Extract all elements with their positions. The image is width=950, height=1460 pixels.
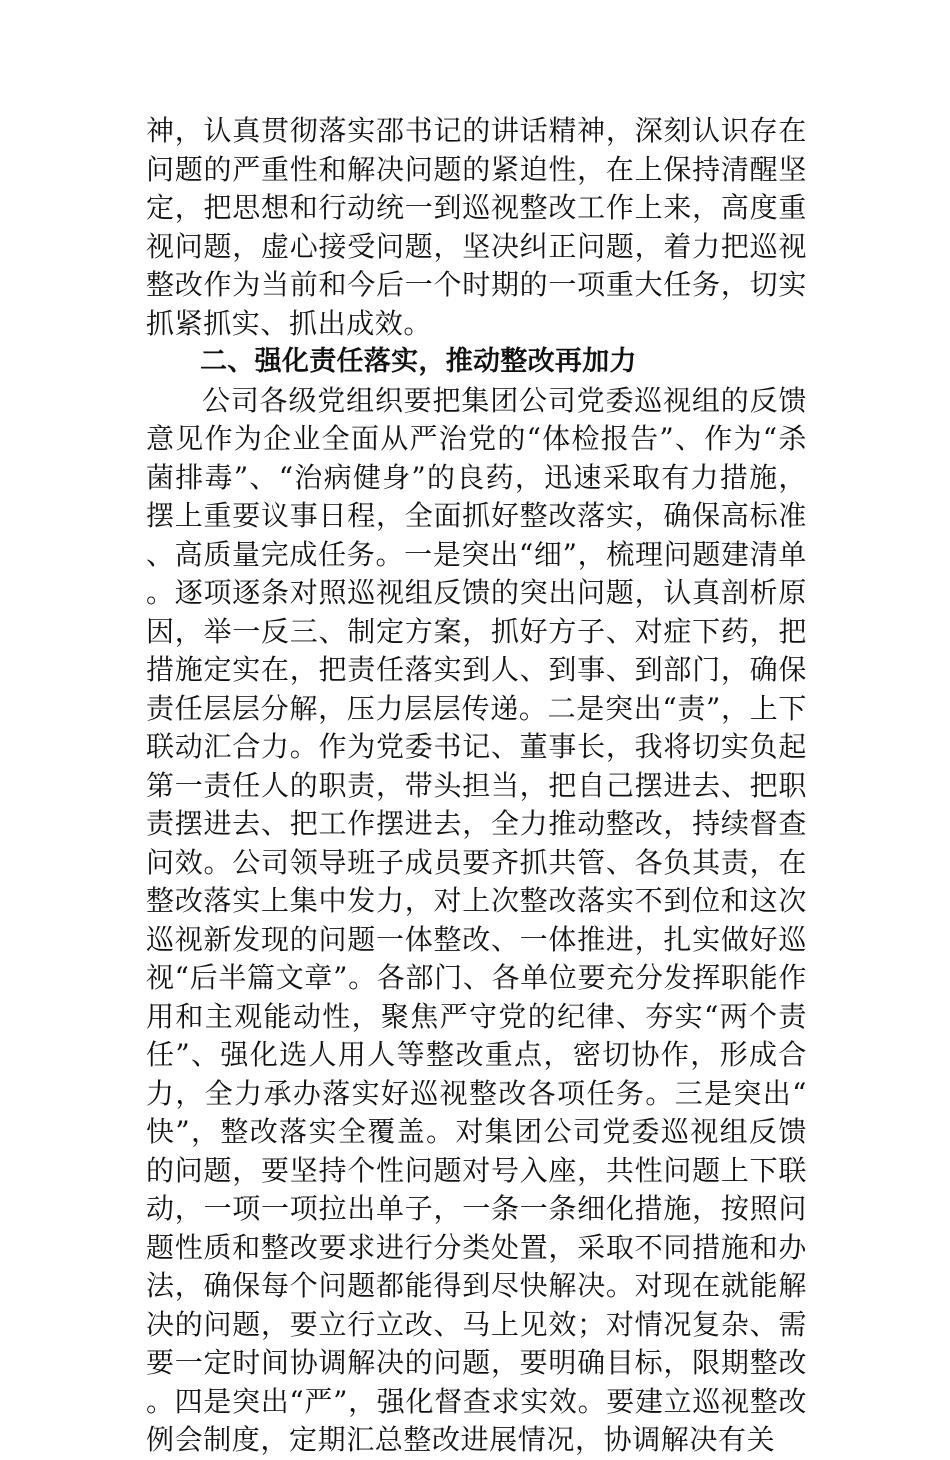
paragraph-section-2: 公司各级党组织要把集团公司党委巡视组的反馈意见作为企业全面从严治党的“体检报告”、作为“杀菌排毒”、“治病健身”的良药，迅速采取有力措施，摆上重要议事日程，全面抓好整改落实，确保高标准、高质量完成任务。一是突出“细”，梳理问题建清单。逐项逐条对照巡视组反馈的突出问题，认真剖析原因，举一反三、制定方案，抓好方子、对症下药，把措施定实在，把责任落实到人、到事、到部门，确保责任层层分解，压力层层传递。二是突出“责”，上下联动汇合力。作为党委书记、董事长，我将切实负起第一责任人的职责，带头担当，把自己摆进去、把职责摆进去、把工作摆进去，全力推动整改，持续督查问效。公司领导班子成员要齐抓共管、各负其责，在整改落实上集中发力，对上次整改落实不到位和这次巡视新发现的问题一体整改、一体推进，扎实做好巡视“后半篇文章”。各部门、各单位要充分发挥职能作用和主观能动性，聚焦严守党的纪律、夯实“两个责任”、强化选人用人等整改重点，密切协作，形成合力，全力承办落实好巡视整改各项任务。三是突出“快”，整改落实全覆盖。对集团公司党委巡视组反馈的问题，要坚持个性问题对号入座，共性问题上下联动，一项一项拉出单子，一条一条细化措施，按照问题性质和整改要求进行分类处置，采取不同措施和办法，确保每个问题都能得到尽快解决。对现在就能解决的问题，要立行立改、马上见效；对情况复杂、需要一定时间协调解决的问题，要明确目标，限期整改。四是突出“严”，强化督查求实效。要建立巡视整改例会制度，定期汇总整改进展情况，协调解决有关 [146, 383, 807, 1456]
paragraph-continued: 神，认真贯彻落实邵书记的讲话精神，深刻认识存在问题的严重性和解决问题的紧迫性，在上保持清醒坚定，把思想和行动统一到巡视整改工作上来，高度重视问题，虚心接受问题，坚决纠正问题，着力把巡视整改作为当前和今后一个时期的一项重大任务，切实抓紧抓实、抓出成效。 [146, 114, 807, 340]
section-heading: 二、强化责任落实，推动整改再加力 [200, 346, 637, 377]
document-body [146, 112, 807, 1460]
